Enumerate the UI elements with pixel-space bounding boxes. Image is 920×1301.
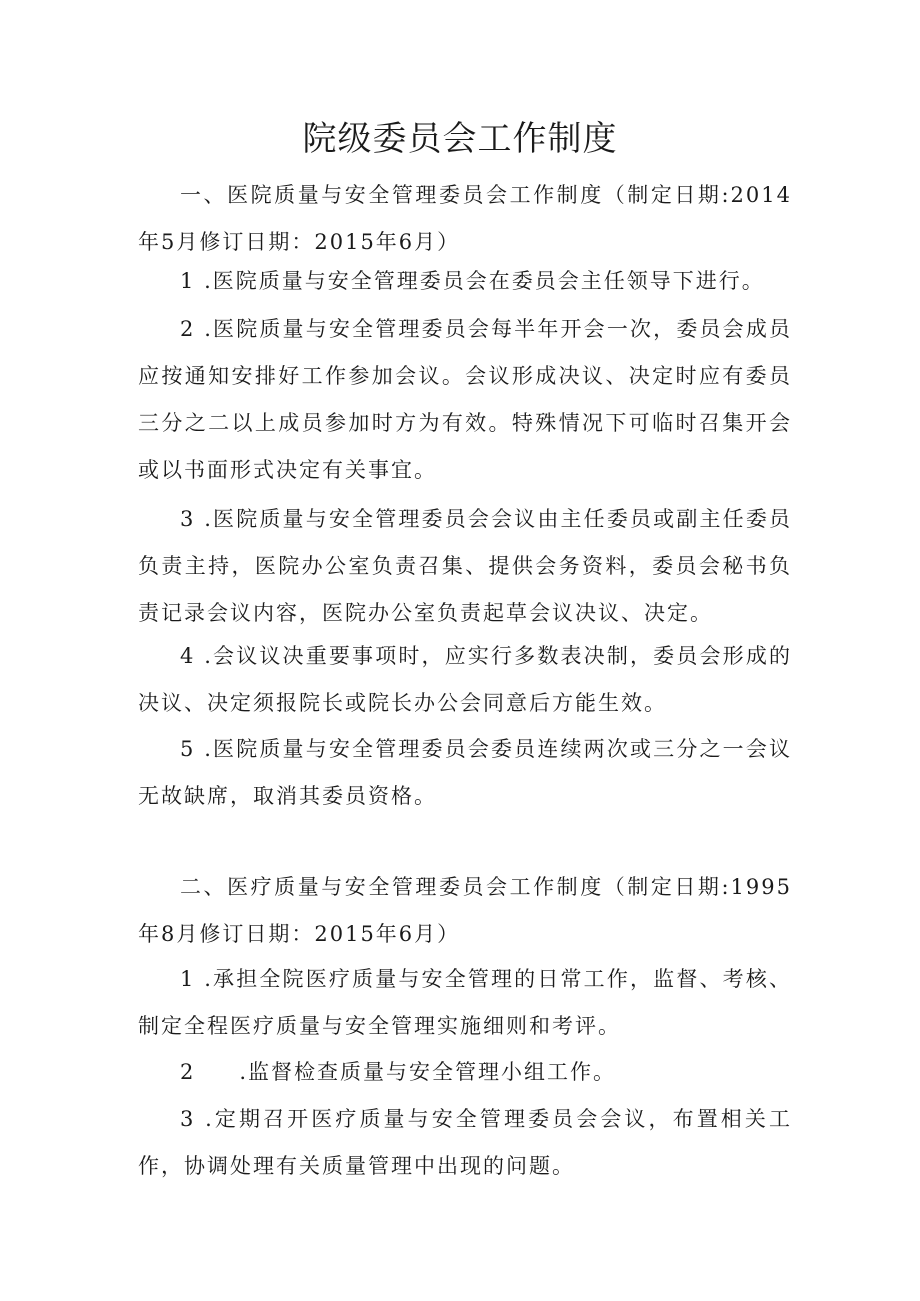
item-number: 3 bbox=[180, 1107, 196, 1131]
item-number: 1 bbox=[180, 269, 196, 293]
item-number: 4 bbox=[180, 644, 196, 668]
item-number: 1 bbox=[180, 967, 196, 991]
item-text: .医院质量与安全管理委员会每半年开会一次，委员会成员应按通知安排好工作参加会议。会议形成决议、决定时应有委员三分之二以上成员参加时方为有效。特殊情况下可临时召集开会或以书面形式决定有关事宜。 bbox=[138, 317, 792, 482]
section1-item-3 bbox=[138, 496, 792, 637]
item-text: .监督检查质量与安全管理小组工作。 bbox=[239, 1060, 617, 1084]
item-number: 5 bbox=[180, 737, 196, 761]
item-text: .会议议决重要事项时，应实行多数表决制，委员会形成的决议、决定须报院长或院长办公会同意后方能生效。 bbox=[138, 644, 792, 715]
section2-heading: 二、医疗质量与安全管理委员会工作制度（制定日期:1995年8月修订日期：2015年6月） bbox=[138, 875, 792, 946]
item-text: .医院质量与安全管理委员会会议由主任委员或副主任委员负责主持，医院办公室负责召集、提供会务资料，委员会秘书负责记录会议内容，医院办公室负责起草会议决议、决定。 bbox=[138, 507, 792, 625]
item-number: 3 bbox=[180, 507, 196, 531]
section2-item-3 bbox=[138, 1096, 792, 1190]
item-number: 2 bbox=[180, 1060, 196, 1084]
section1-item-5 bbox=[138, 726, 792, 820]
item-text: .医院质量与安全管理委员会委员连续两次或三分之一会议无故缺席，取消其委员资格。 bbox=[138, 737, 792, 808]
item-number: 2 bbox=[180, 317, 196, 341]
document-title: 院级委员会工作制度 bbox=[302, 119, 618, 159]
section1-heading: 一、医院质量与安全管理委员会工作制度（制定日期:2014年5月修订日期：2015年6月） bbox=[138, 183, 792, 254]
section2-item-1 bbox=[138, 956, 792, 1050]
item-text: .承担全院医疗质量与安全管理的日常工作，监督、考核、制定全程医疗质量与安全管理实施细则和考评。 bbox=[138, 967, 792, 1038]
item-text: .定期召开医疗质量与安全管理委员会会议，布置相关工作，协调处理有关质量管理中出现的问题。 bbox=[138, 1107, 792, 1178]
section1-item-4 bbox=[138, 633, 792, 727]
section1-item-2 bbox=[138, 306, 792, 494]
item-text: .医院质量与安全管理委员会在委员会主任领导下进行。 bbox=[204, 269, 765, 293]
section2-item-2 bbox=[138, 1049, 792, 1096]
section1-item-1 bbox=[138, 258, 792, 305]
